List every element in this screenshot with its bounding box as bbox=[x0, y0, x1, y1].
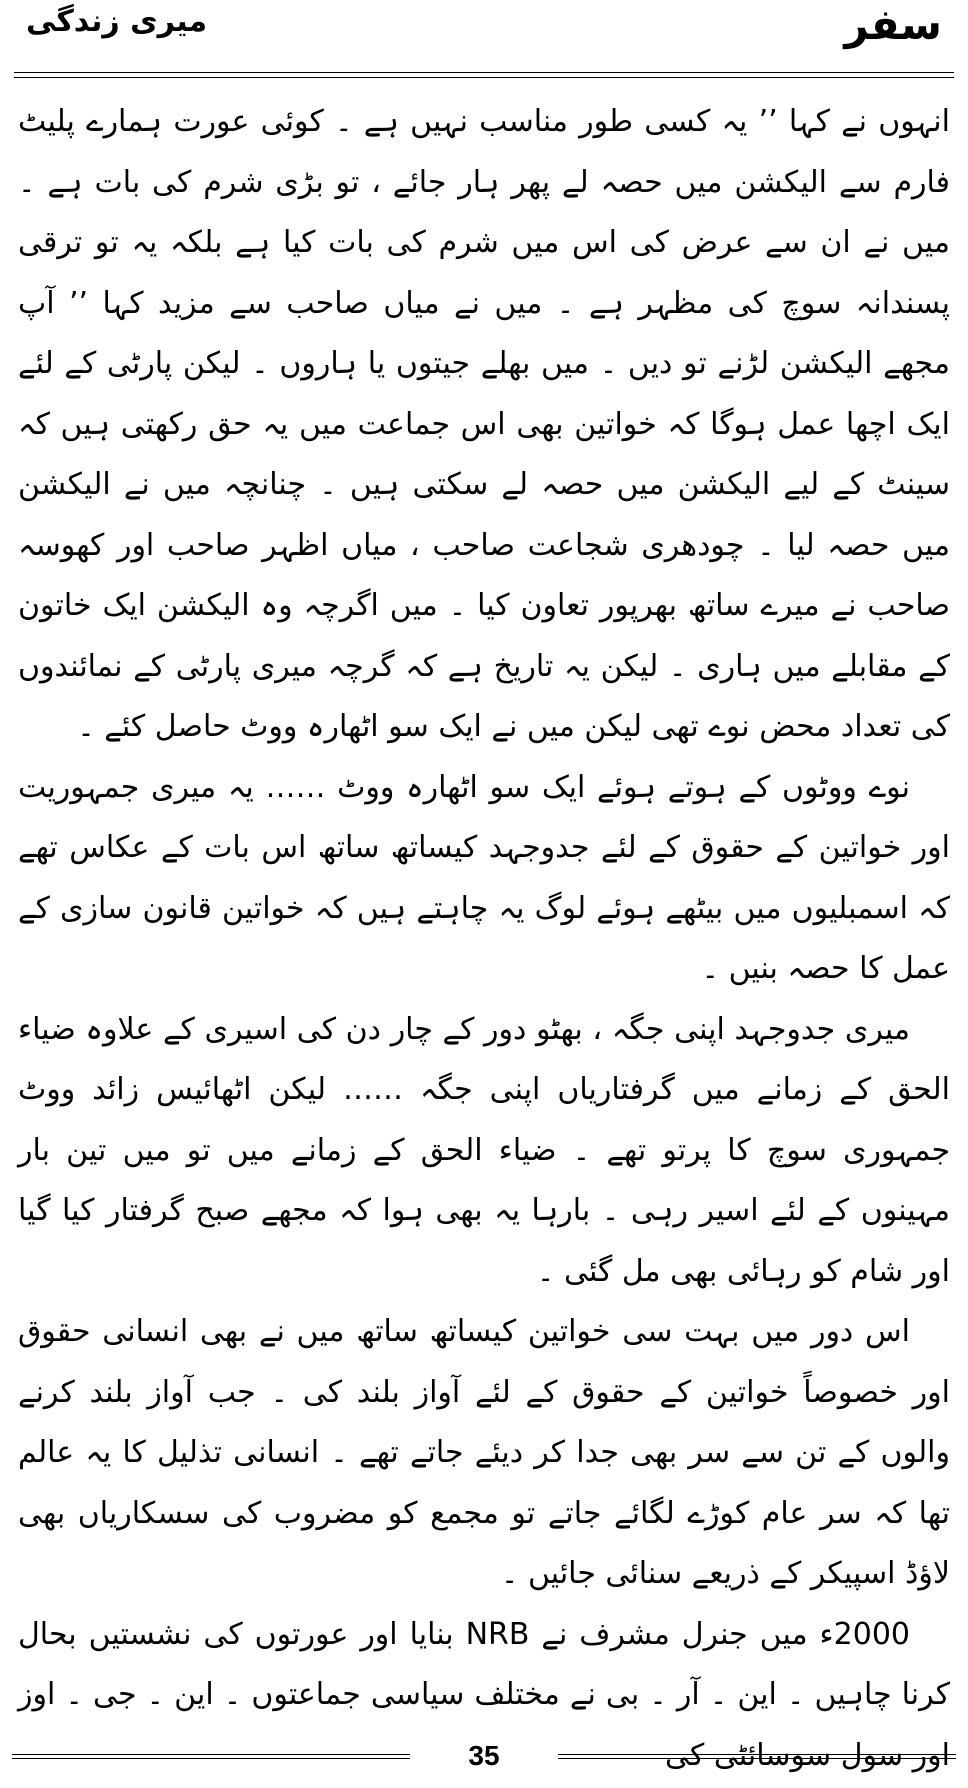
book-title: سفر bbox=[844, 0, 942, 49]
paragraph: انہوں نے کہا ’’ یہ کسی طور مناسب نہیں ہے ۔ کوئی عورت ہمارے پلیٹ فارم سے الیکشن میں حصہ لے پھر ہار جائے ، تو بڑی شرم کی بات ہے ۔ میں نے ان سے عرض کی اس میں شرم کی بات کیا ہے بلکہ یہ تو ترقی پسندانہ سوچ کی مظہر ہے ۔ میں نے میاں صاحب سے مزید کہا ’’ آپ مجھے الیکشن لڑنے تو دیں ۔ میں بھلے جیتوں یا ہاروں ۔ لیکن پارٹی کے لئے ایک اچھا عمل ہوگا کہ خواتین بھی اس جماعت میں یہ حق رکھتی ہیں کہ سینٹ کے لیے الیکشن میں حصہ لے سکتی ہیں ۔ چنانچہ میں نے الیکشن میں حصہ لیا ۔ چودھری شجاعت صاحب ، میاں اظہر صاحب اور کھوسہ صاحب نے میرے ساتھ بھرپور تعاون کیا ۔ میں اگرچہ وہ الیکشن ایک خاتون کے مقابلے میں ہاری ۔ لیکن یہ تاریخ ہے کہ گرچہ میری پارٹی کے نمائندوں کی تعداد محض نوے تھی لیکن میں نے ایک سو اٹھارہ ووٹ حاصل کئے ۔ bbox=[18, 104, 950, 744]
paragraph: نوے ووٹوں کے ہوتے ہوئے ایک سو اٹھارہ ووٹ …… یہ میری جمہوریت اور خواتین کے حقوق کے لئے جدوجہد کیساتھ ساتھ اس بات کے عکاس تھے کہ اسمبلیوں میں بیٹھے ہوئے لوگ یہ چاہتے ہیں کہ خواتین قانون سازی کے عمل کا حصہ بنیں ۔ bbox=[18, 769, 950, 986]
page-number: 35 bbox=[468, 1740, 500, 1771]
footer-divider-right bbox=[558, 1754, 956, 1759]
book-subtitle: میری زندگی bbox=[26, 4, 208, 39]
body-text bbox=[18, 92, 950, 1786]
running-header bbox=[18, 0, 950, 70]
paragraph: اس دور میں بہت سی خواتین کیساتھ ساتھ میں نے بھی انسانی حقوق اور خصوصاً خواتین کے حقوق کے لئے آواز بلند کی ۔ جب آواز بلند کرنے والوں کے تن سے سر بھی جدا کر دیئے جاتے تھے ۔ انسانی تذلیل کا یہ عالم تھا کہ سر عام کوڑے لگائے جاتے تو مجمع کو مضروب کی سسکاریاں بھی لاؤڈ اسپیکر کے ذریعے سنائی جائیں ۔ bbox=[18, 1314, 950, 1591]
header-divider bbox=[14, 72, 954, 78]
page-footer bbox=[0, 1740, 968, 1780]
paragraph: 2000ء میں جنرل مشرف نے NRB بنایا اور عورتوں کی نشستیں بحال کرنا چاہیں ۔ این ۔ آر ۔ بی نے مختلف سیاسی جماعتوں ۔ این ۔ جی ۔ اوز اور سول سوسائٹی کی bbox=[18, 1616, 950, 1773]
paragraph: میری جدوجہد اپنی جگہ ، بھٹو دور کے چار دن کی اسیری کے علاوہ ضیاء الحق کے زمانے میں گرفتاریاں اپنی جگہ …… لیکن اٹھائیس زائد ووٹ جمہوری سوچ کا پرتو تھے ۔ ضیاء الحق کے زمانے میں تو میں تین بار مہینوں کے لئے اسیر رہی ۔ بارہا یہ بھی ہوا کہ مجھے صبح گرفتار کیا گیا اور شام کو رہائی بھی مل گئی ۔ bbox=[18, 1011, 950, 1289]
